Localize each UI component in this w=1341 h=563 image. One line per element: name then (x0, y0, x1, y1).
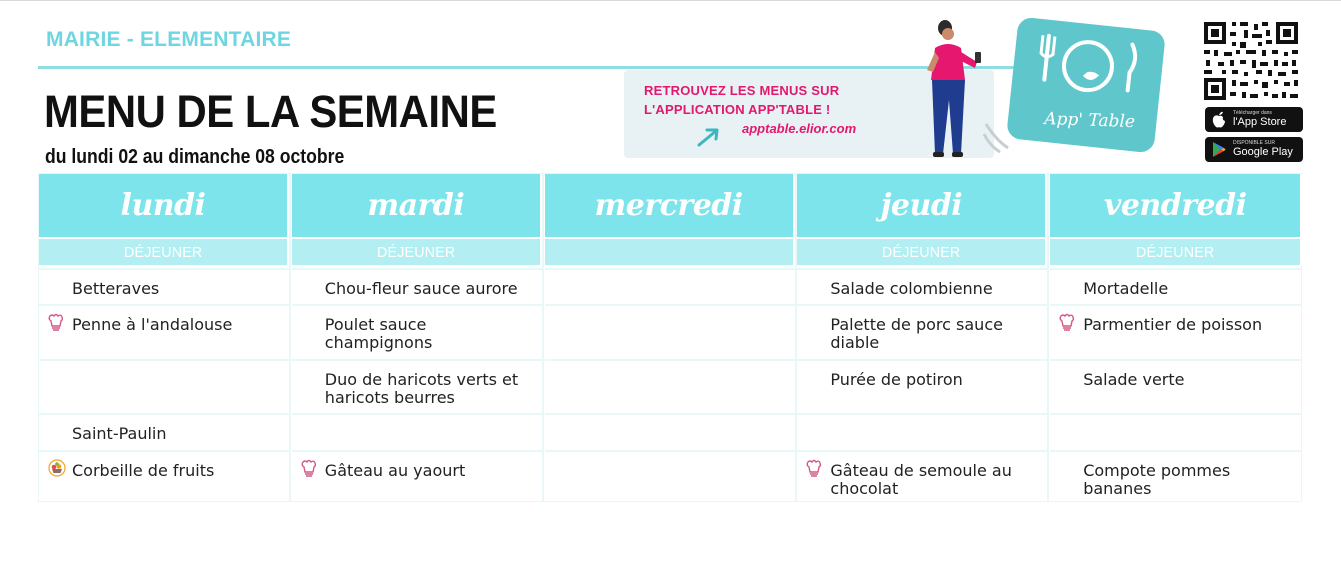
day-column-jeudi (797, 174, 1049, 501)
dish-cell (797, 359, 1047, 413)
dish-name: Gâteau de semoule au chocolat (830, 461, 1012, 498)
google-play-button[interactable] (1205, 137, 1303, 162)
dish-cell (39, 413, 289, 450)
day-column-vendredi (1050, 174, 1302, 501)
day-header (1050, 174, 1302, 237)
dish-cell (797, 268, 1047, 304)
dish-cell (545, 304, 795, 359)
promo-line-1: RETROUVEZ LES MENUS SUR (644, 83, 840, 98)
fruit-basket-icon (48, 459, 66, 482)
dish-cell (545, 268, 795, 304)
apple-icon (1212, 111, 1226, 128)
meal-label: DÉJEUNER (1136, 243, 1215, 261)
dish-name: Saint-Paulin (72, 424, 167, 443)
app-table-logo[interactable] (1006, 17, 1166, 154)
day-name: lundi (120, 188, 206, 223)
dish-name: Corbeille de fruits (72, 461, 215, 480)
day-name: mardi (367, 188, 465, 223)
dish-cell (545, 450, 795, 501)
dish-name: Palette de porc sauce diable (830, 315, 1003, 352)
meal-label: DÉJEUNER (376, 243, 455, 261)
dish-cell (545, 359, 795, 413)
day-name: jeudi (880, 188, 963, 223)
dish-name: Purée de potiron (830, 370, 963, 389)
promo-line-2: L'APPLICATION APP'TABLE ! (644, 102, 831, 117)
dish-name: Gâteau au yaourt (324, 461, 466, 480)
google-play-label: Google Play (1233, 146, 1293, 158)
day-name: mercredi (594, 188, 743, 223)
dish-cell (545, 413, 795, 450)
dish-name: Poulet sauce champignons (324, 315, 433, 352)
day-column-mercredi (545, 174, 797, 501)
app-store-button[interactable] (1205, 107, 1303, 132)
meal-band (292, 237, 542, 265)
dish-cell (1050, 268, 1302, 304)
dish-cell (39, 450, 289, 501)
chef-hat-icon (301, 459, 317, 484)
dish-cell (39, 268, 289, 304)
app-store-small-text: Télécharger dans (1233, 110, 1272, 116)
date-range: du lundi 02 au dimanche 08 octobre (45, 146, 345, 168)
dish-name: Mortadelle (1083, 279, 1169, 298)
day-header (292, 174, 542, 237)
dish-cell (1050, 359, 1302, 413)
dish-name: Parmentier de poisson (1083, 315, 1263, 334)
day-header (545, 174, 795, 237)
top-border (0, 0, 1341, 1)
plate-cutlery-icon (1010, 17, 1166, 118)
meal-label: DÉJEUNER (123, 243, 203, 261)
arrow-icon (696, 126, 722, 148)
meal-label: DÉJEUNER (882, 243, 961, 261)
meal-band (39, 237, 289, 265)
dish-cell (39, 304, 289, 359)
meal-band (545, 237, 795, 265)
dish-name: Salade verte (1083, 370, 1185, 389)
page-title: MENU DE LA SEMAINE (44, 86, 497, 137)
dish-cell (797, 450, 1047, 501)
dish-name: Salade colombienne (830, 279, 993, 298)
dish-cell (797, 304, 1047, 359)
person-with-phone-illustration (915, 18, 987, 160)
day-name: vendredi (1103, 188, 1247, 223)
app-store-label: l'App Store (1233, 116, 1287, 128)
organisation-label: MAIRIE - ELEMENTAIRE (46, 28, 292, 51)
qr-code[interactable] (1202, 20, 1300, 102)
dish-name: Chou-fleur sauce aurore (324, 279, 518, 298)
meal-band (797, 237, 1047, 265)
dish-cell (292, 304, 542, 359)
chef-hat-icon (48, 313, 64, 338)
meal-band (1050, 237, 1302, 265)
google-play-small-text: DISPONIBLE SUR (1233, 140, 1275, 146)
promo-url[interactable]: apptable.elior.com (742, 121, 857, 136)
dish-cell (39, 359, 289, 413)
dish-cell (1050, 413, 1302, 450)
day-header (39, 174, 289, 237)
dish-cell (1050, 304, 1302, 359)
dish-name: Compote pommes bananes (1083, 461, 1231, 498)
chef-hat-icon (1059, 313, 1075, 338)
chef-hat-icon (806, 459, 822, 484)
google-play-icon (1212, 141, 1226, 158)
dish-cell (797, 413, 1047, 450)
dish-cell (1050, 450, 1302, 501)
day-column-lundi (39, 174, 291, 501)
dish-cell (292, 359, 542, 413)
header-divider (38, 66, 1158, 69)
dish-name: Duo de haricots verts et haricots beurres (324, 370, 519, 407)
dish-cell (292, 268, 542, 304)
dish-cell (292, 450, 542, 501)
app-name: App' Table (1043, 108, 1136, 133)
dish-name: Penne à l'andalouse (72, 315, 233, 334)
weekly-menu-table (38, 173, 1302, 502)
day-header (797, 174, 1047, 237)
dish-name: Betteraves (72, 279, 160, 298)
day-column-mardi (292, 174, 544, 501)
dish-cell (292, 413, 542, 450)
